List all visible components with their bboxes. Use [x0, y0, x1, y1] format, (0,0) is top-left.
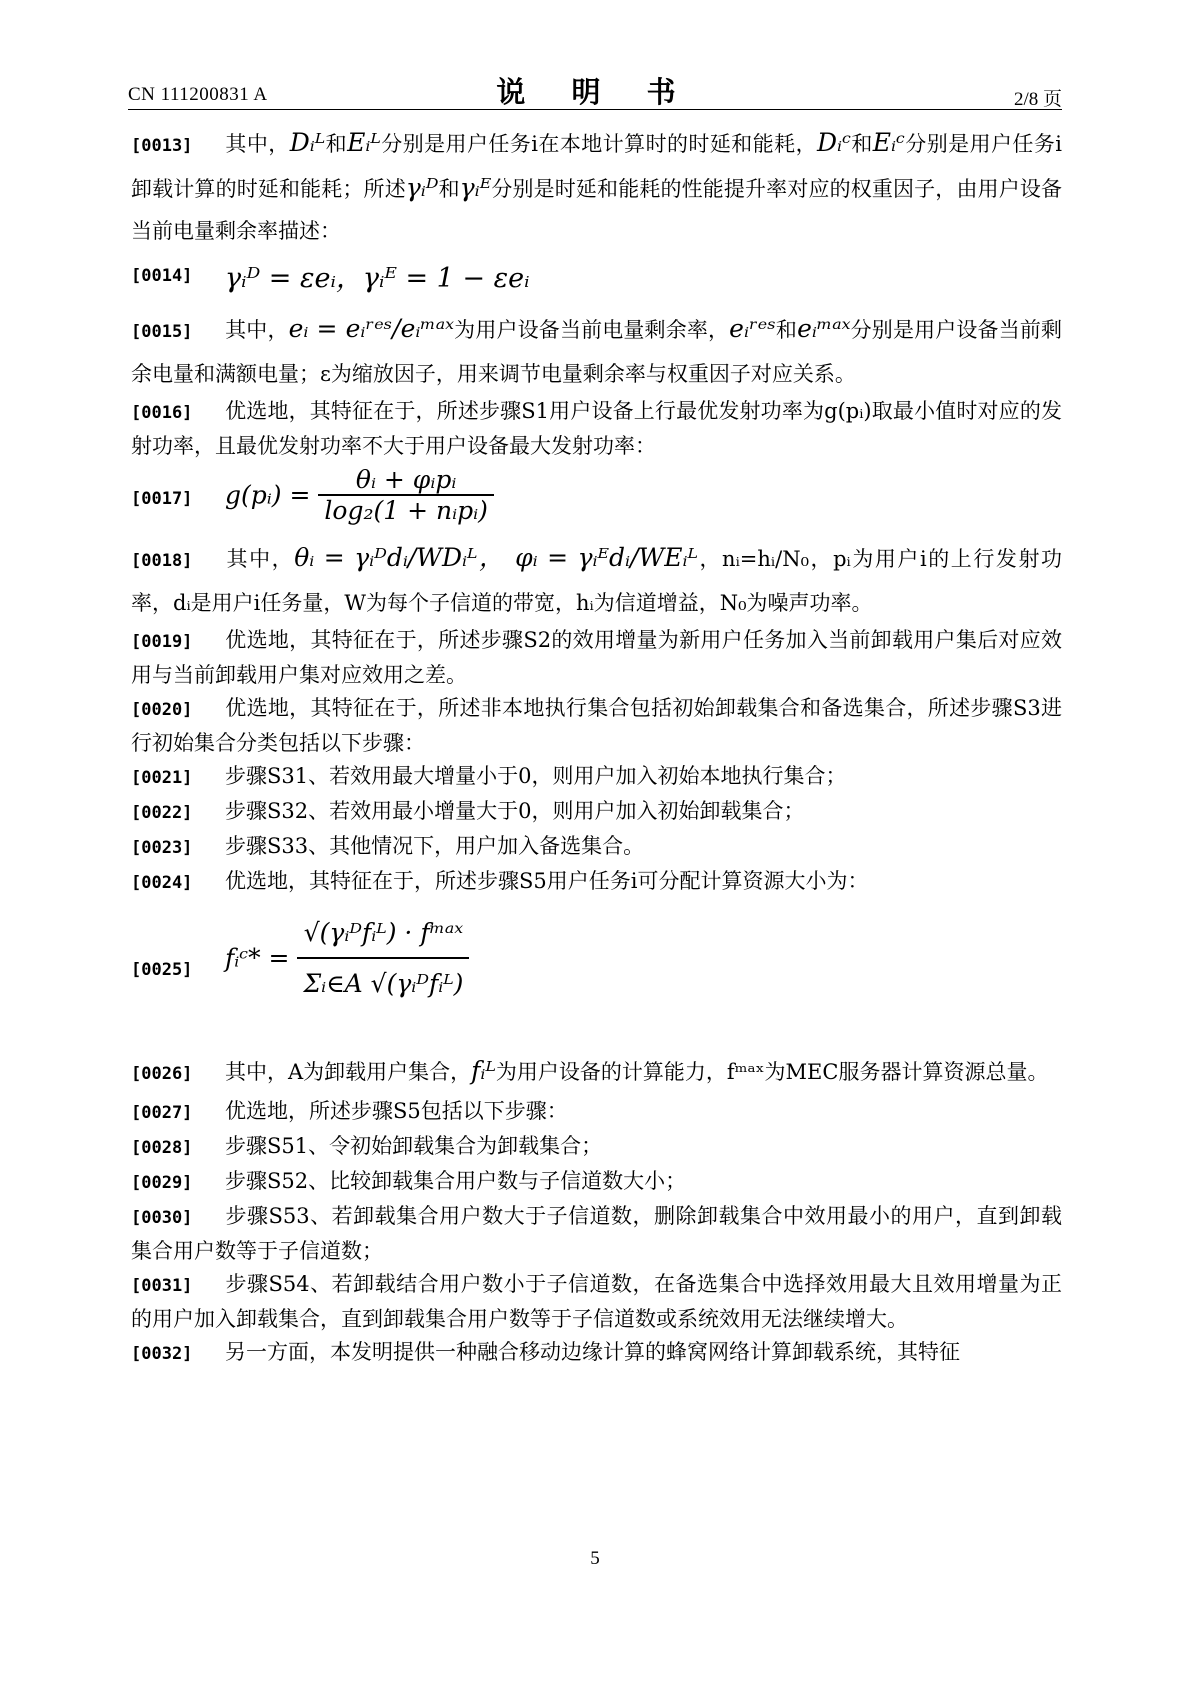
equation-lhs: g(pᵢ) = — [225, 480, 311, 510]
paragraph-0024: [0024] 优选地，其特征在于，所述步骤S5用户任务i可分配计算资源大小为： — [131, 869, 869, 893]
document-body — [131, 122, 1062, 1371]
equation-lhs: fᵢᶜ* = — [225, 943, 290, 973]
fraction-numerator: θᵢ + φᵢpᵢ — [318, 465, 494, 496]
paragraph-0030: [0030] 步骤S53、若卸载集合用户数大于子信道数，删除卸载集合中效用最小的用户，直到卸载集合用户数等于子信道数； — [131, 1204, 1062, 1263]
page-header — [128, 70, 1062, 110]
symbol-eic: Eᵢᶜ — [872, 128, 905, 157]
fraction-numerator: √(γᵢᴰfᵢᴸ) · fᵐᵃˣ — [297, 918, 469, 959]
symbol-dic: Dᵢᶜ — [817, 128, 851, 157]
paragraph-0023: [0023] 步骤S33、其他情况下，用户加入备选集合。 — [131, 834, 645, 858]
symbol-eil: Eᵢᴸ — [347, 128, 381, 157]
symbol-fil: fᵢᴸ — [471, 1056, 496, 1085]
paragraph-0019: [0019] 优选地，其特征在于，所述步骤S2的效用增量为新用户任务加入当前卸载用户集后对应效用与当前卸载用户集对应效用之差。 — [131, 628, 1062, 687]
paragraph-0022: [0022] 步骤S32、若效用最小增量大于0，则用户加入初始卸载集合； — [131, 799, 805, 823]
formula-0017: [0017] g(pᵢ) = $\frac{\text{θᵢ + φᵢpᵢ}}{\text{log₂(1 + nᵢpᵢ)}}$ — [131, 463, 1062, 537]
paragraph-0029: [0029] 步骤S52、比较卸载集合用户数与子信道数大小； — [131, 1169, 687, 1193]
paragraph-0021: [0021] 步骤S31、若效用最大增量小于0，则用户加入初始本地执行集合； — [131, 764, 847, 788]
paragraph-0020: [0020] 优选地，其特征在于，所述非本地执行集合包括初始卸载集合和备选集合，所述步骤S3进行初始集合分类包括以下步骤： — [131, 696, 1062, 755]
paragraph-0031: [0031] 步骤S54、若卸载结合用户数小于子信道数，在备选集合中选择效用最大且效用增量为正的用户加入卸载集合，直到卸载集合用户数等于子信道数或系统效用无法继续增大。 — [131, 1272, 1062, 1331]
paragraph-0026: [0026] 其中，A为卸载用户集合，fᵢᴸ为用户设备的计算能力，fᵐᵃˣ为MEC服务器计算资源总量。 — [131, 1056, 1049, 1085]
formula-0014: [0014] γᵢᴰ = εeᵢ，γᵢᴱ = 1 − εeᵢ — [131, 252, 1062, 308]
fraction-denominator: Σᵢ∈A √(γᵢᴰfᵢᴸ) — [303, 969, 464, 998]
paragraph-0032: [0032] 另一方面，本发明提供一种融合移动边缘计算的蜂窝网络计算卸载系统，其特征 — [131, 1340, 960, 1364]
header-rule — [128, 109, 1062, 110]
symbol-eres: eᵢʳᵉˢ — [729, 314, 776, 343]
symbol-ei-def: eᵢ = eᵢʳᵉˢ/eᵢᵐᵃˣ — [288, 314, 455, 343]
document-title: 说 明 书 — [496, 75, 694, 109]
paragraph-0018: [0018] 其中，θᵢ = γᵢᴰdᵢ/WDᵢᴸ， φᵢ = γᵢᴱdᵢ/WEᵢᴸ，nᵢ=hᵢ/N₀，pᵢ为用户i的上行发射功率，dᵢ是用户i任务量，W为每个子信道的带宽，hᵢ为信道增益，N₀为噪声功率。 — [131, 543, 1063, 615]
paragraph-0016: [0016] 优选地，其特征在于，所述步骤S1用户设备上行最优发射功率为g(pᵢ)取最小值时对应的发射功率，且最优发射功率不大于用户设备最大发射功率： — [131, 399, 1062, 458]
symbol-dil: Dᵢᴸ — [289, 128, 326, 157]
equation-theta-phi: θᵢ = γᵢᴰdᵢ/WDᵢᴸ， φᵢ = γᵢᴱdᵢ/WEᵢᴸ — [294, 543, 698, 572]
equation-gamma: γᵢᴰ = εeᵢ，γᵢᴱ = 1 − εeᵢ — [225, 263, 530, 294]
formula-0025: [0025] fᵢᶜ* = $\frac{\text{√(γᵢᴰfᵢᴸ) · fᵐᵃˣ}}{\text{Σᵢ∈A √(γᵢᴰfᵢᴸ)}}$ — [131, 900, 1062, 1050]
paragraph-0027: [0027] 优选地，所述步骤S5包括以下步骤： — [131, 1099, 568, 1123]
page-number: 5 — [590, 1548, 600, 1569]
paragraph-0013: [0013] 其中，Dᵢᴸ和Eᵢᴸ分别是用户任务i在本地计算时的时延和能耗，Dᵢᶜ和Eᵢᶜ分别是用户任务i卸载计算的时延和能耗；所述γᵢᴰ和γᵢᴱ分别是时延和能耗的性能提升率对应的权重因子，由用户设备当前电量剩余率描述： — [131, 128, 1063, 243]
symbol-emax: eᵢᵐᵃˣ — [797, 314, 851, 343]
paragraph-0015: [0015] 其中，eᵢ = eᵢʳᵉˢ/eᵢᵐᵃˣ为用户设备当前电量剩余率，eᵢʳᵉˢ和eᵢᵐᵃˣ分别是用户设备当前剩余电量和满额电量；ε为缩放因子，用来调节电量剩余率与权重因子对应关系。 — [131, 314, 1063, 386]
fraction-denominator: log₂(1 + nᵢpᵢ) — [324, 496, 488, 525]
symbol-gamma-e: γᵢᴱ — [459, 173, 492, 202]
page-indicator: 2/8 页 — [1013, 89, 1062, 110]
paragraph-0028: [0028] 步骤S51、令初始卸载集合为卸载集合； — [131, 1134, 603, 1158]
symbol-gamma-d: γᵢᴰ — [405, 173, 439, 202]
document-id: CN 111200831 A — [128, 84, 268, 105]
